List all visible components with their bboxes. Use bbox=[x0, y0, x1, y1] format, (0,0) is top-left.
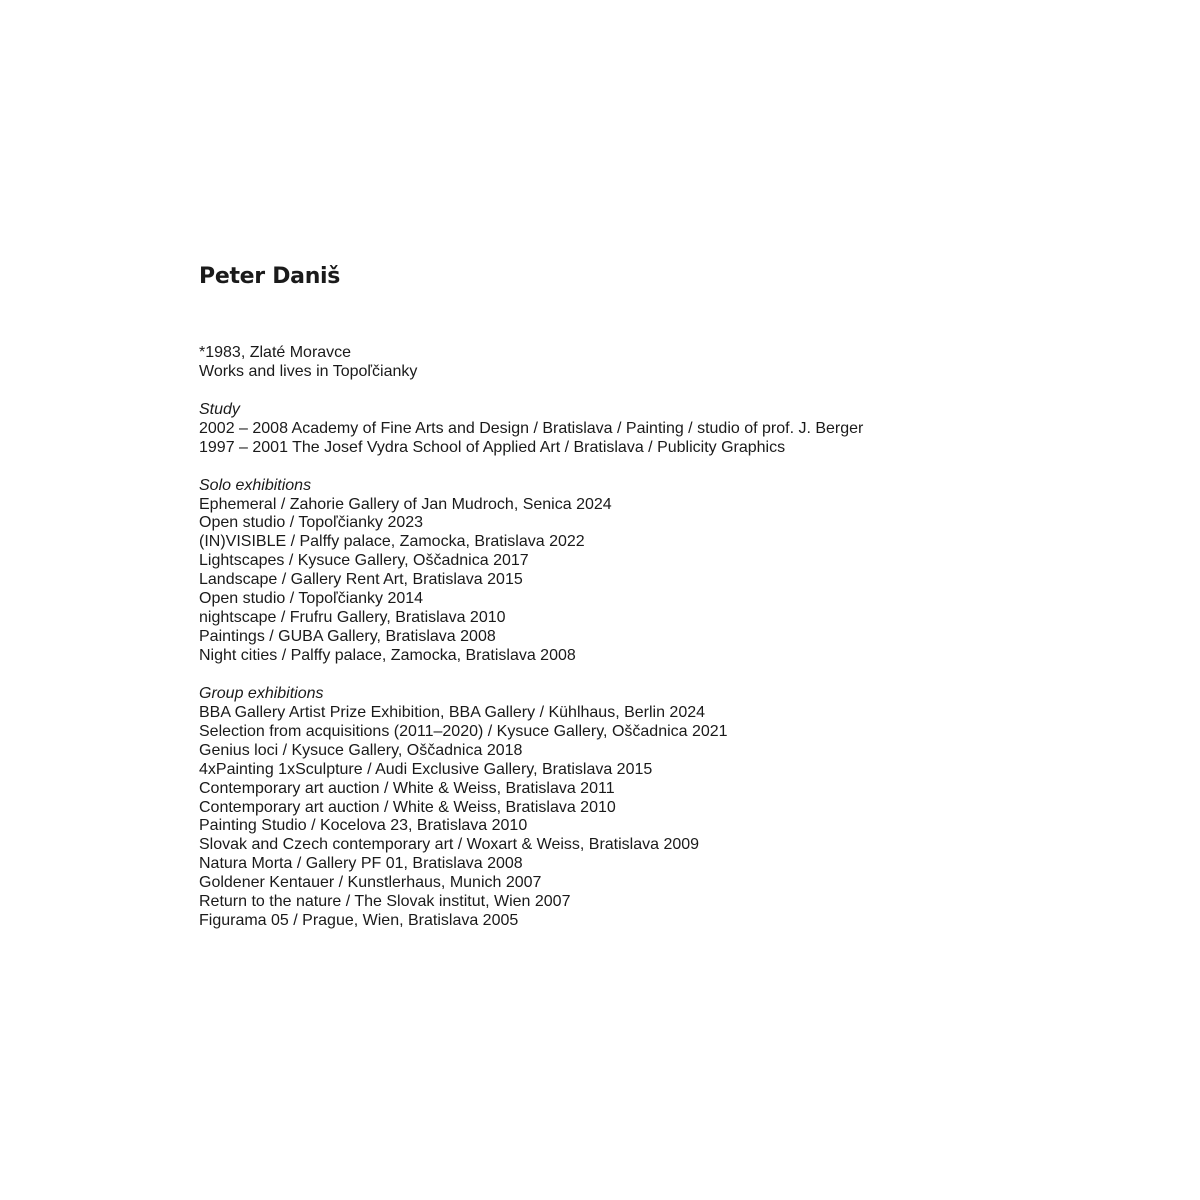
group-exhibition-item: Contemporary art auction / White & Weiss, Bratislava 2011 bbox=[199, 779, 615, 797]
group-exhibition-item: Painting Studio / Kocelova 23, Bratislava 2010 bbox=[199, 817, 528, 835]
solo-exhibitions-section bbox=[199, 477, 863, 666]
bio-birth: *1983, Zlaté Moravce bbox=[199, 344, 352, 361]
solo-exhibition-item: Paintings / GUBA Gallery, Bratislava 2008 bbox=[199, 628, 496, 646]
group-exhibition-item: Genius loci / Kysuce Gallery, Oščadnica 2018 bbox=[199, 741, 523, 759]
group-exhibition-item: 4xPainting 1xSculpture / Audi Exclusive Gallery, Bratislava 2015 bbox=[199, 760, 653, 778]
group-exhibition-item: Figurama 05 / Prague, Wien, Bratislava 2005 bbox=[199, 912, 519, 930]
solo-exhibition-item: Ephemeral / Zahorie Gallery of Jan Mudroch, Senica 2024 bbox=[199, 495, 612, 513]
solo-exhibition-item: Open studio / Topoľčianky 2023 bbox=[199, 514, 424, 532]
solo-exhibition-item: Open studio / Topoľčianky 2014 bbox=[199, 590, 424, 608]
group-exhibition-item: Natura Morta / Gallery PF 01, Bratislava 2008 bbox=[199, 855, 523, 873]
solo-exhibition-item: Landscape / Gallery Rent Art, Bratislava 2015 bbox=[199, 571, 523, 589]
group-exhibitions-section bbox=[199, 685, 863, 931]
group-exhibition-item: Contemporary art auction / White & Weiss, Bratislava 2010 bbox=[199, 798, 616, 816]
bio-residence: Works and lives in Topoľčianky bbox=[199, 362, 418, 380]
group-exhibitions-heading: Group exhibitions bbox=[199, 684, 324, 702]
artist-name: Peter Daniš bbox=[199, 264, 341, 289]
solo-exhibition-item: Lightscapes / Kysuce Gallery, Oščadnica 2017 bbox=[199, 552, 529, 570]
study-item: 1997 – 2001 The Josef Vydra School of Applied Art / Bratislava / Publicity Graphics bbox=[199, 438, 786, 456]
solo-exhibition-item: nightscape / Frufru Gallery, Bratislava 2010 bbox=[199, 609, 506, 627]
study-section bbox=[199, 401, 863, 458]
group-exhibition-item: Selection from acquisitions (2011–2020) / Kysuce Gallery, Oščadnica 2021 bbox=[199, 722, 728, 740]
study-heading: Study bbox=[199, 400, 240, 418]
group-exhibition-item: Return to the nature / The Slovak institut, Wien 2007 bbox=[199, 893, 571, 911]
bio-section bbox=[199, 344, 863, 382]
section-gap bbox=[199, 666, 863, 685]
solo-exhibition-item: Night cities / Palffy palace, Zamocka, Bratislava 2008 bbox=[199, 647, 576, 664]
cv-body bbox=[199, 344, 863, 931]
group-exhibition-item: Slovak and Czech contemporary art / Woxart & Weiss, Bratislava 2009 bbox=[199, 836, 700, 854]
group-exhibition-item: BBA Gallery Artist Prize Exhibition, BBA Gallery / Kühlhaus, Berlin 2024 bbox=[199, 703, 706, 721]
solo-exhibition-item: (IN)VISIBLE / Palffy palace, Zamocka, Bratislava 2022 bbox=[199, 533, 585, 551]
study-item: 2002 – 2008 Academy of Fine Arts and Design / Bratislava / Painting / studio of prof. J. Berger bbox=[199, 419, 864, 437]
section-gap bbox=[199, 382, 863, 401]
group-exhibition-item: Goldener Kentauer / Kunstlerhaus, Munich 2007 bbox=[199, 874, 542, 892]
section-gap bbox=[199, 458, 863, 477]
solo-exhibitions-heading: Solo exhibitions bbox=[199, 476, 312, 494]
